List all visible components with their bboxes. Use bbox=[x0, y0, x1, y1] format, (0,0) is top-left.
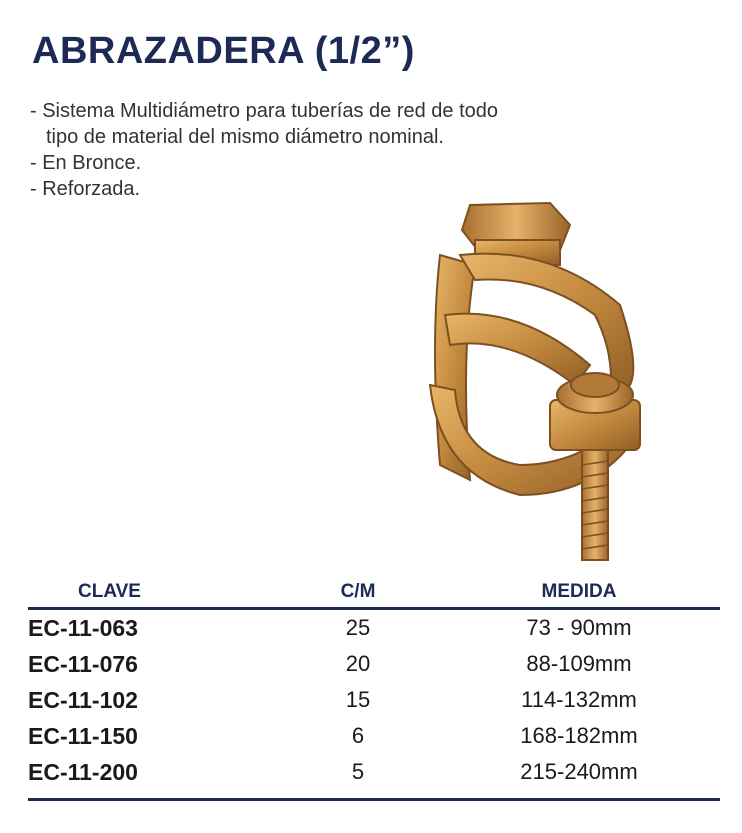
feature-item: - Sistema Multidiámetro para tuberías de red de todo tipo de material del mismo diámetro nominal. bbox=[30, 100, 499, 148]
page-title: ABRAZADERA (1/2”) bbox=[32, 30, 415, 72]
cell-medida: 168-182mm bbox=[520, 723, 638, 748]
cell-clave: EC-11-076 bbox=[28, 650, 138, 677]
feature-item: - En Bronce. bbox=[30, 152, 142, 174]
cell-clave: EC-11-150 bbox=[28, 722, 138, 749]
cell-clave: EC-11-200 bbox=[28, 758, 138, 785]
table-row bbox=[28, 718, 720, 754]
cell-cm: 15 bbox=[345, 687, 371, 712]
table-row bbox=[28, 610, 720, 646]
cell-cm: 6 bbox=[351, 723, 365, 748]
table-row bbox=[28, 646, 720, 682]
cell-medida: 88-109mm bbox=[526, 651, 632, 676]
cell-medida: 73 - 90mm bbox=[526, 615, 632, 640]
cell-cm: 20 bbox=[345, 651, 371, 676]
table-bottom-rule bbox=[28, 798, 720, 801]
table-header bbox=[28, 577, 720, 610]
feature-list bbox=[30, 98, 510, 202]
cell-medida: 114-132mm bbox=[521, 687, 637, 712]
bronze-pipe-clamp-image bbox=[400, 195, 660, 575]
feature-item: - Reforzada. bbox=[30, 178, 141, 200]
header-cm: C/M bbox=[340, 581, 376, 602]
cell-cm: 25 bbox=[345, 615, 371, 640]
table-row bbox=[28, 754, 720, 790]
cell-cm: 5 bbox=[351, 759, 365, 784]
cell-clave: EC-11-063 bbox=[28, 614, 138, 641]
product-table bbox=[28, 577, 720, 801]
header-medida: MEDIDA bbox=[541, 581, 617, 602]
cell-medida: 215-240mm bbox=[520, 759, 638, 784]
cell-clave: EC-11-102 bbox=[28, 686, 138, 713]
table-row bbox=[28, 682, 720, 718]
header-clave: CLAVE bbox=[78, 581, 141, 602]
